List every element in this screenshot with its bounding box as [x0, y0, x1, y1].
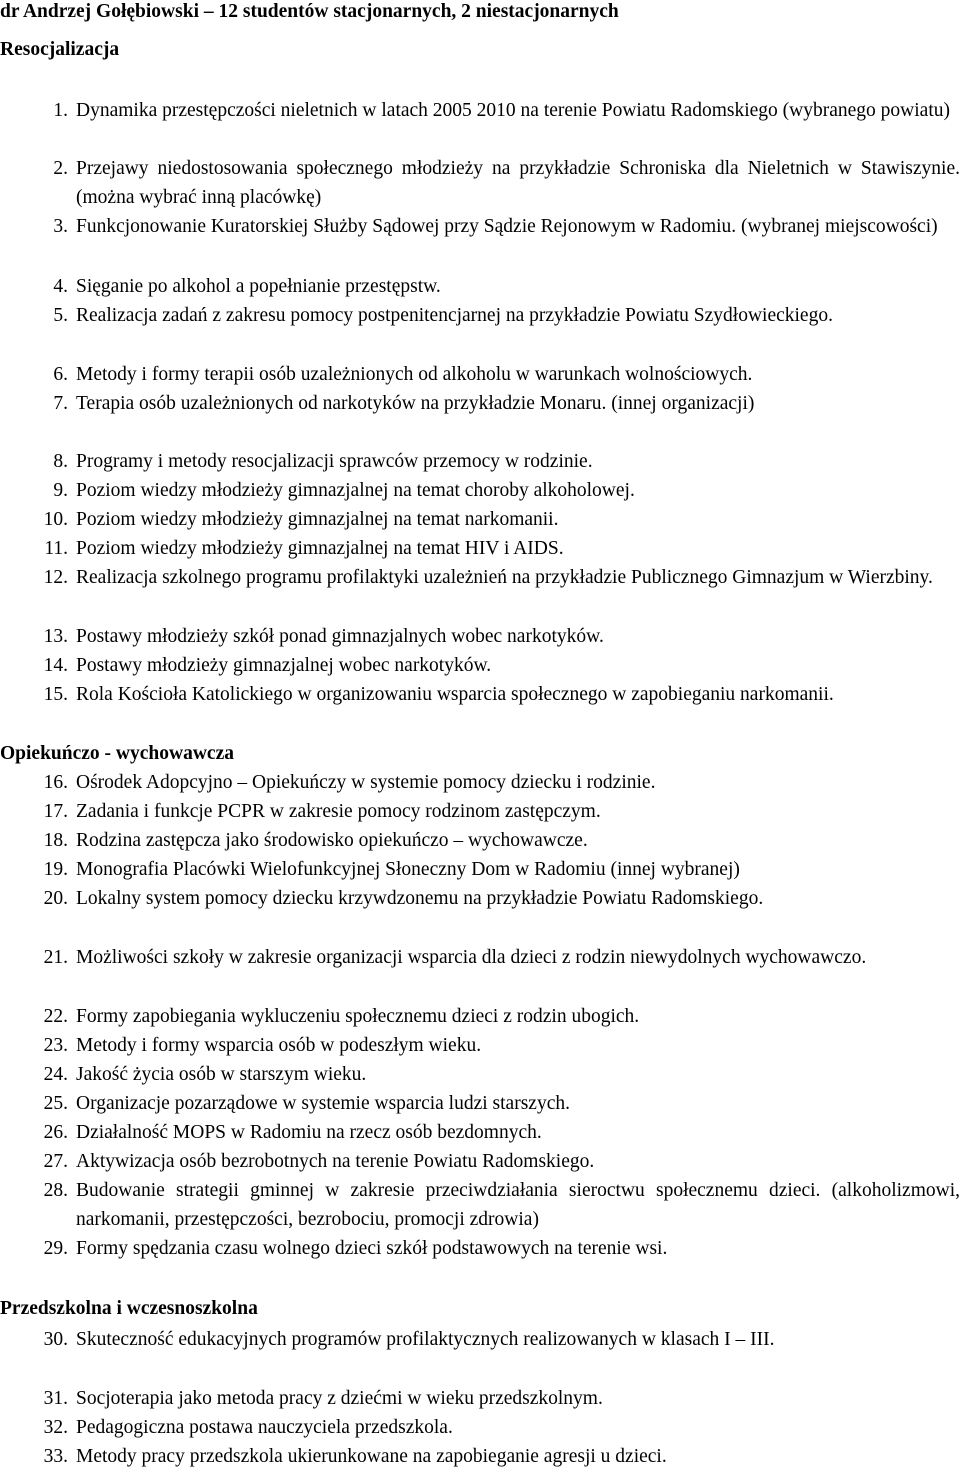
item-text: Poziom wiedzy młodzieży gimnazjalnej na temat HIV i AIDS. — [76, 538, 564, 559]
item-text: Zadania i funkcje PCPR w zakresie pomocy rodzinom zastępczym. — [76, 801, 601, 822]
item-text: Ośrodek Adopcyjno – Opiekuńczy w systemie pomocy dziecku i rodzinie. — [76, 772, 656, 793]
item-number: 9. — [53, 480, 68, 501]
author-line: dr Andrzej Gołębiowski – 12 studentów stacjonarnych, 2 niestacjonarnych — [0, 1, 619, 22]
item-text: Monografia Placówki Wielofunkcyjnej Słoneczny Dom w Radomiu (innej wybranej) — [76, 859, 740, 880]
item-text: Przejawy niedostosowania społecznego młodzieży na przykładzie Schroniska dla Nieletnich w Stawiszynie. (można wybrać inną placówkę) — [76, 158, 960, 208]
item-number: 21. — [43, 947, 68, 968]
section-title: Resocjalizacja — [0, 39, 120, 60]
item-text: Dynamika przestępczości nieletnich w latach 2005 2010 na terenie Powiatu Radomskiego (wybranego powiatu) — [76, 100, 950, 121]
item-number: 13. — [43, 626, 68, 647]
item-number: 5. — [53, 305, 68, 326]
item-text: Możliwości szkoły w zakresie organizacji wsparcia dla dzieci z rodzin niewydolnych wychowawczo. — [76, 947, 867, 968]
item-number: 1. — [53, 100, 68, 121]
item-number: 30. — [43, 1329, 68, 1350]
item-text: Metody i formy terapii osób uzależnionych od alkoholu w warunkach wolnościowych. — [76, 364, 753, 385]
item-text: Organizacje pozarządowe w systemie wsparcia ludzi starszych. — [76, 1093, 570, 1114]
item-text: Postawy młodzieży gimnazjalnej wobec narkotyków. — [76, 655, 492, 676]
item-number: 10. — [43, 509, 68, 530]
item-number: 20. — [43, 888, 68, 909]
item-text: Działalność MOPS w Radomiu na rzecz osób bezdomnych. — [76, 1122, 542, 1143]
item-number: 31. — [43, 1388, 68, 1409]
item-number: 4. — [53, 276, 68, 297]
item-number: 8. — [53, 451, 68, 472]
item-text: Rodzina zastępcza jako środowisko opiekuńczo – wychowawcze. — [76, 830, 588, 851]
item-text: Metody i formy wsparcia osób w podeszłym wieku. — [76, 1035, 482, 1056]
item-text: Socjoterapia jako metoda pracy z dziećmi w wieku przedszkolnym. — [76, 1388, 603, 1409]
item-text: Realizacja zadań z zakresu pomocy postpenitencjarnej na przykładzie Powiatu Szydłowieckiego. — [76, 305, 833, 326]
item-number: 23. — [43, 1035, 68, 1056]
section-title: Opiekuńczo - wychowawcza — [0, 743, 234, 764]
item-text: Jakość życia osób w starszym wieku. — [76, 1064, 367, 1085]
item-text: Formy zapobiegania wykluczeniu społecznemu dzieci z rodzin ubogich. — [76, 1006, 640, 1027]
item-number: 19. — [43, 859, 68, 880]
item-number: 25. — [43, 1093, 68, 1114]
item-text: Rola Kościoła Katolickiego w organizowaniu wsparcia społecznego w zapobieganiu narkomanii. — [76, 684, 834, 705]
item-text: Programy i metody resocjalizacji sprawców przemocy w rodzinie. — [76, 451, 593, 472]
item-number: 15. — [43, 684, 68, 705]
item-text: Aktywizacja osób bezrobotnych na terenie Powiatu Radomskiego. — [76, 1151, 595, 1172]
item-text: Poziom wiedzy młodzieży gimnazjalnej na temat narkomanii. — [76, 509, 559, 530]
item-number: 22. — [43, 1006, 68, 1027]
section-title: Przedszkolna i wczesnoszkolna — [0, 1298, 258, 1319]
item-number: 28. — [43, 1180, 68, 1201]
item-number: 24. — [43, 1064, 68, 1085]
item-number: 27. — [43, 1151, 68, 1172]
item-number: 16. — [43, 772, 68, 793]
item-text: Budowanie strategii gminnej w zakresie przeciwdziałania sieroctwu społecznemu dzieci. (alkoholizmowi, narkomanii, przestępczości, bezrobociu, promocji zdrowia) — [76, 1180, 960, 1230]
item-number: 29. — [43, 1238, 68, 1259]
item-number: 14. — [43, 655, 68, 676]
item-text: Skuteczność edukacyjnych programów profilaktycznych realizowanych w klasach I – III. — [76, 1329, 775, 1350]
item-number: 11. — [44, 538, 68, 559]
item-number: 12. — [43, 567, 68, 588]
item-number: 6. — [53, 364, 68, 385]
item-text: Pedagogiczna postawa nauczyciela przedszkola. — [76, 1417, 453, 1438]
item-text: Funkcjonowanie Kuratorskiej Służby Sądowej przy Sądzie Rejonowym w Radomiu. (wybranej miejscowości) — [76, 216, 938, 237]
item-text: Sięganie po alkohol a popełnianie przestępstw. — [76, 276, 441, 297]
item-number: 33. — [43, 1446, 68, 1467]
item-number: 7. — [53, 393, 68, 414]
item-number: 3. — [53, 216, 68, 237]
item-text: Terapia osób uzależnionych od narkotyków na przykładzie Monaru. (innej organizacji) — [76, 393, 755, 414]
item-text: Lokalny system pomocy dziecku krzywdzonemu na przykładzie Powiatu Radomskiego. — [76, 888, 764, 909]
item-number: 2. — [53, 158, 68, 179]
item-text: Postawy młodzieży szkół ponad gimnazjalnych wobec narkotyków. — [76, 626, 604, 647]
item-number: 18. — [43, 830, 68, 851]
item-number: 32. — [43, 1417, 68, 1438]
item-text: Realizacja szkolnego programu profilaktyki uzależnień na przykładzie Publicznego Gimnazjum w Wierzbiny. — [76, 567, 933, 588]
item-text: Metody pracy przedszkola ukierunkowane na zapobieganie agresji u dzieci. — [76, 1446, 667, 1467]
item-number: 17. — [43, 801, 68, 822]
item-text: Poziom wiedzy młodzieży gimnazjalnej na temat choroby alkoholowej. — [76, 480, 635, 501]
item-text: Formy spędzania czasu wolnego dzieci szkół podstawowych na terenie wsi. — [76, 1238, 668, 1259]
item-number: 26. — [43, 1122, 68, 1143]
